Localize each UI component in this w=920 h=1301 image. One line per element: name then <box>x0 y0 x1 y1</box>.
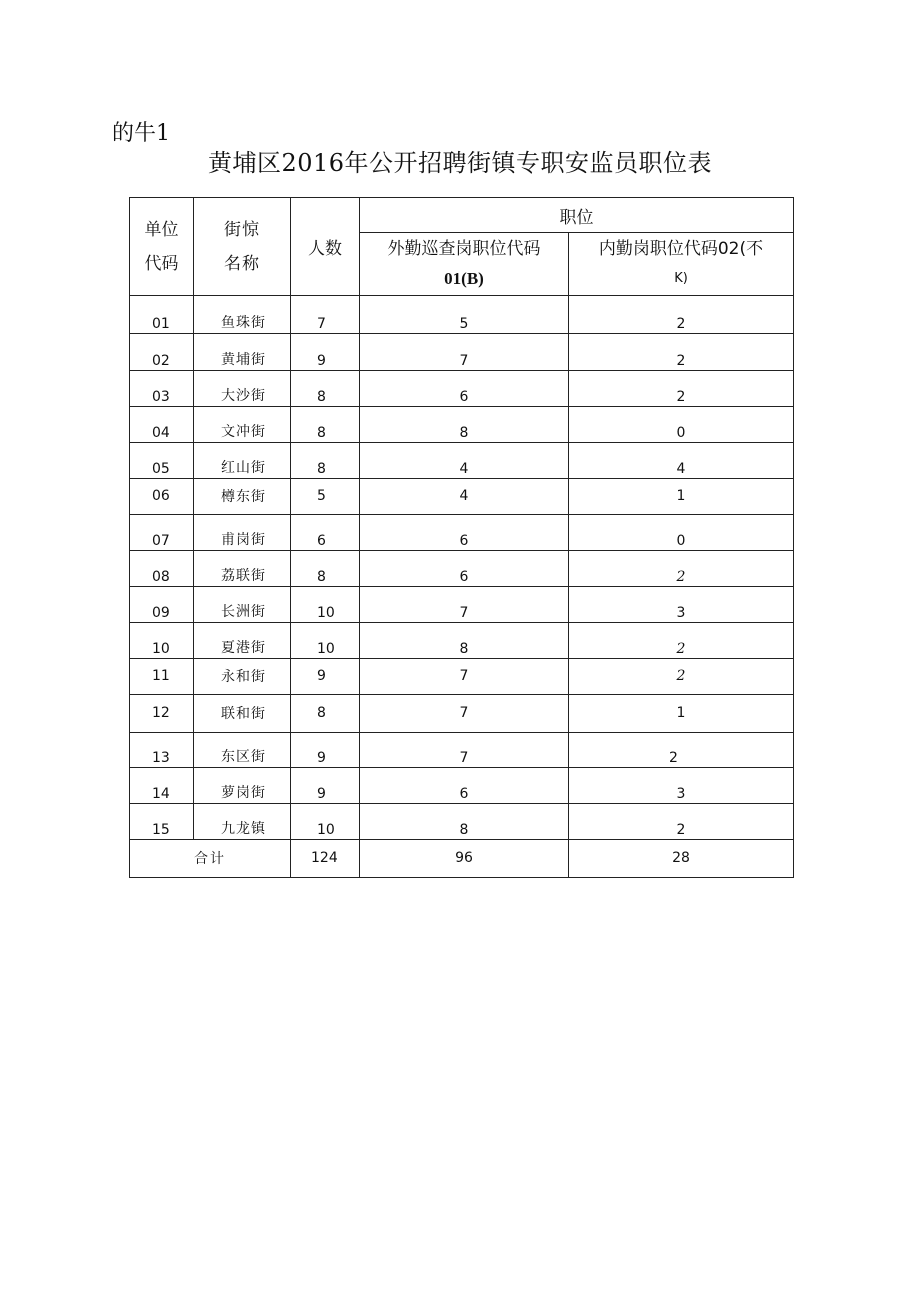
unit-code-cell: 09 <box>130 587 194 623</box>
header-unit-code-line2: 代码 <box>144 253 179 274</box>
unit-code-cell: 06 <box>130 479 194 515</box>
document-title: 黄埔区2016年公开招聘街镇专职安监员职位表 <box>207 149 713 177</box>
field-count-cell: 8 <box>360 804 569 840</box>
header-position: 职位 <box>360 198 794 233</box>
total-label: 合计 <box>130 840 291 878</box>
headcount-cell: 9 <box>291 659 360 695</box>
street-name-cell: 鱼珠街 <box>194 296 291 334</box>
office-count-cell: 2 <box>569 659 794 695</box>
unit-code-cell: 11 <box>130 659 194 695</box>
table-row <box>130 296 794 334</box>
header-field-inspection <box>360 233 569 296</box>
unit-code-cell: 03 <box>130 371 194 407</box>
office-count-cell: 2 <box>569 371 794 407</box>
unit-code-cell: 05 <box>130 443 194 479</box>
table-row <box>130 515 794 551</box>
office-count-cell: 3 <box>569 587 794 623</box>
street-name-cell: 九龙镇 <box>194 804 291 840</box>
positions-table <box>129 197 794 878</box>
office-count-cell: 2 <box>569 733 794 768</box>
total-field-count: 96 <box>360 840 569 878</box>
field-count-cell: 5 <box>360 296 569 334</box>
field-count-cell: 8 <box>360 407 569 443</box>
header-field-inspection-line1: 外勤巡查岗职位代码 <box>387 239 541 259</box>
unit-code-cell: 02 <box>130 334 194 371</box>
office-count-cell: 4 <box>569 443 794 479</box>
office-count-cell: 2 <box>569 551 794 587</box>
street-name-cell: 永和街 <box>194 659 291 695</box>
street-name-cell: 联和街 <box>194 695 291 733</box>
header-office-line2: K) <box>674 271 688 286</box>
field-count-cell: 8 <box>360 623 569 659</box>
table-row <box>130 768 794 804</box>
unit-code-cell: 07 <box>130 515 194 551</box>
headcount-cell: 9 <box>291 768 360 804</box>
street-name-cell: 黄埔街 <box>194 334 291 371</box>
unit-code-cell: 01 <box>130 296 194 334</box>
field-count-cell: 6 <box>360 551 569 587</box>
office-count-cell: 2 <box>569 334 794 371</box>
office-count-cell: 1 <box>569 695 794 733</box>
field-count-cell: 4 <box>360 443 569 479</box>
field-count-cell: 7 <box>360 659 569 695</box>
table-row <box>130 804 794 840</box>
unit-code-cell: 08 <box>130 551 194 587</box>
office-count-cell: 2 <box>569 296 794 334</box>
table-row <box>130 443 794 479</box>
street-name-cell: 东区街 <box>194 733 291 768</box>
unit-code-cell: 14 <box>130 768 194 804</box>
table-row <box>130 479 794 515</box>
headcount-cell: 7 <box>291 296 360 334</box>
table-row <box>130 623 794 659</box>
table-row <box>130 695 794 733</box>
table-row <box>130 334 794 371</box>
header-headcount: 人数 <box>291 198 360 296</box>
street-name-cell: 荔联街 <box>194 551 291 587</box>
header-unit-code <box>130 198 194 296</box>
headcount-cell: 8 <box>291 551 360 587</box>
office-count-cell: 0 <box>569 515 794 551</box>
street-name-cell: 樽东街 <box>194 479 291 515</box>
attachment-label: 的牛1 <box>112 121 170 146</box>
table-row <box>130 551 794 587</box>
unit-code-cell: 10 <box>130 623 194 659</box>
street-name-cell: 长洲街 <box>194 587 291 623</box>
headcount-cell: 9 <box>291 733 360 768</box>
office-count-cell: 0 <box>569 407 794 443</box>
street-name-cell: 甫岗街 <box>194 515 291 551</box>
street-name-cell: 萝岗街 <box>194 768 291 804</box>
headcount-cell: 5 <box>291 479 360 515</box>
field-count-cell: 7 <box>360 695 569 733</box>
office-count-cell: 2 <box>569 804 794 840</box>
unit-code-cell: 13 <box>130 733 194 768</box>
street-name-cell: 夏港街 <box>194 623 291 659</box>
headcount-cell: 8 <box>291 371 360 407</box>
header-street-name <box>194 198 291 296</box>
total-headcount: 124 <box>291 840 360 878</box>
headcount-cell: 8 <box>291 407 360 443</box>
field-count-cell: 6 <box>360 768 569 804</box>
office-count-cell: 3 <box>569 768 794 804</box>
unit-code-cell: 12 <box>130 695 194 733</box>
table-row <box>130 407 794 443</box>
header-street-name-line1: 街惊 <box>224 219 260 240</box>
total-row <box>130 840 794 878</box>
headcount-cell: 6 <box>291 515 360 551</box>
street-name-cell: 红山街 <box>194 443 291 479</box>
office-count-cell: 2 <box>569 623 794 659</box>
headcount-cell: 10 <box>291 623 360 659</box>
field-count-cell: 7 <box>360 587 569 623</box>
headcount-cell: 8 <box>291 443 360 479</box>
field-count-cell: 7 <box>360 334 569 371</box>
header-office <box>569 233 794 296</box>
table-row <box>130 733 794 768</box>
table-row <box>130 659 794 695</box>
header-office-line1: 内勤岗职位代码02(不 <box>598 239 764 259</box>
header-street-name-line2: 名称 <box>224 253 260 274</box>
headcount-cell: 10 <box>291 587 360 623</box>
unit-code-cell: 15 <box>130 804 194 840</box>
table-row <box>130 371 794 407</box>
total-office-count: 28 <box>569 840 794 878</box>
unit-code-cell: 04 <box>130 407 194 443</box>
street-name-cell: 大沙街 <box>194 371 291 407</box>
field-count-cell: 6 <box>360 515 569 551</box>
header-unit-code-line1: 单位 <box>144 219 179 240</box>
headcount-cell: 10 <box>291 804 360 840</box>
field-count-cell: 7 <box>360 733 569 768</box>
header-field-inspection-line2: 01(B) <box>444 269 484 288</box>
office-count-cell: 1 <box>569 479 794 515</box>
headcount-cell: 9 <box>291 334 360 371</box>
field-count-cell: 4 <box>360 479 569 515</box>
table-row <box>130 587 794 623</box>
headcount-cell: 8 <box>291 695 360 733</box>
street-name-cell: 文冲街 <box>194 407 291 443</box>
field-count-cell: 6 <box>360 371 569 407</box>
